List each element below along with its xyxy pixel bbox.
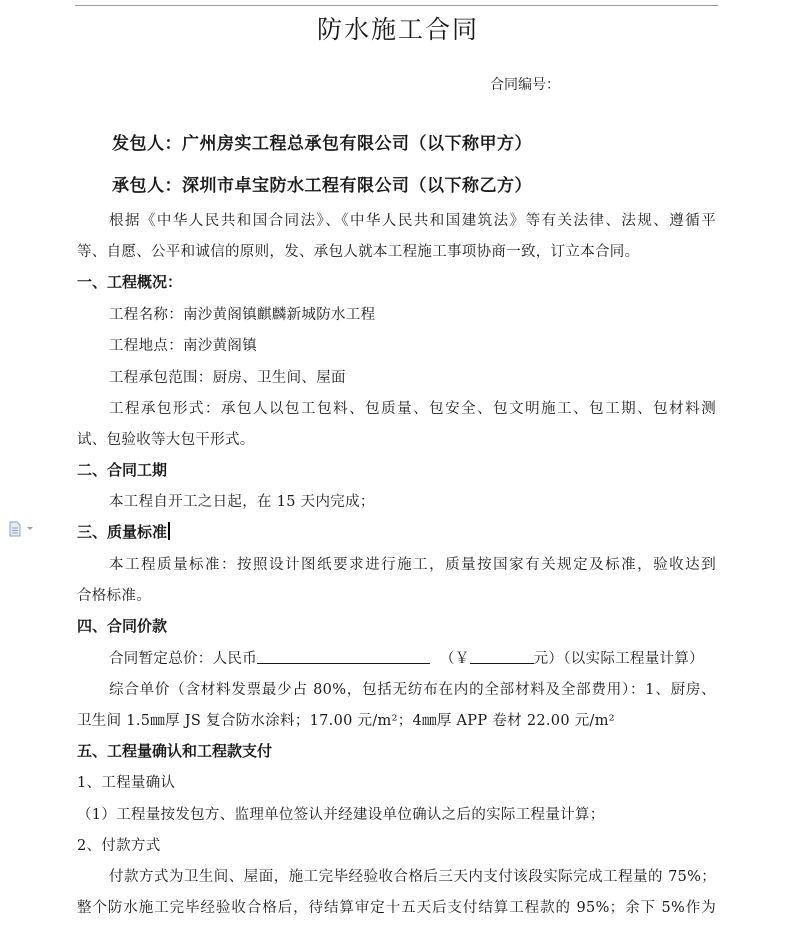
page-top-rule <box>75 5 718 6</box>
contract-form-line-1: 工程承包形式：承包人以包工包料、包质量、包安全、包文明施工、包工期、包材料测 <box>109 401 716 417</box>
subsection-1-item: （1）工程量按发包方、监理单位签认并经建设单位确认之后的实际工程量计算； <box>77 807 605 823</box>
subsection-2: 2、付款方式 <box>77 838 161 854</box>
party-a: 发包人：广州房实工程总承包有限公司（以下称甲方） <box>112 134 532 154</box>
payment-line-2: 整个防水施工完毕经验收合格后，待结算审定十五天后支付结算工程款的 95%；余下 5%作为 <box>77 900 716 916</box>
document-icon[interactable] <box>8 521 38 537</box>
page-title: 防水施工合同 <box>316 15 479 44</box>
price-rmb-blank[interactable] <box>257 649 430 664</box>
text-cursor <box>168 522 170 540</box>
contract-form-line-2: 试、包验收等大包干形式。 <box>77 432 255 448</box>
subsection-1: 1、工程量确认 <box>77 775 176 791</box>
section-4-heading: 四、合同价款 <box>77 617 168 635</box>
project-location: 工程地点：南沙黄阁镇 <box>109 338 257 354</box>
contract-number-label: 合同编号： <box>490 77 560 93</box>
payment-line-1: 付款方式为卫生间、屋面，施工完毕经验收合格后三天内支付该段实际完成工程量的 75%； <box>109 869 716 885</box>
project-name: 工程名称：南沙黄阁镇麒麟新城防水工程 <box>109 307 376 323</box>
quality-standard-line-1: 本工程质量标准：按照设计图纸要求进行施工，质量按国家有关规定及标准，验收达到 <box>109 557 716 573</box>
contract-duration: 本工程自开工之日起，在 15 天内完成； <box>109 494 375 510</box>
section-5-heading: 五、工程量确认和工程款支付 <box>77 742 273 760</box>
party-b: 承包人：深圳市卓宝防水工程有限公司（以下称乙方） <box>112 176 532 196</box>
page-cutoff <box>0 928 796 938</box>
contract-scope: 工程承包范围：厨房、卫生间、屋面 <box>109 370 346 386</box>
unit-price-line-2: 卫生间 1.5㎜厚 JS 复合防水涂料；17.00 元/m²；4㎜厚 APP 卷材 22.00 元/m² <box>77 713 615 729</box>
dropdown-arrow-icon <box>27 527 33 530</box>
quality-standard-line-2: 合格标准。 <box>77 588 151 604</box>
total-price-line: 合同暂定总价：人民币 （￥ 元）（以实际工程量计算） <box>109 651 704 667</box>
section-3-heading: 三、质量标准 <box>77 521 170 542</box>
preamble-line-2: 等、自愿、公平和诚信的原则，发、承包人就本工程施工事项协商一致，订立本合同。 <box>77 244 640 260</box>
section-2-heading: 二、合同工期 <box>77 461 168 479</box>
unit-price-line-1: 综合单价（含材料发票最少占 80%，包括无纺布在内的全部材料及全部费用）：1、厨房、 <box>109 682 716 698</box>
preamble-line-1: 根据《中华人民共和国合同法》、《中华人民共和国建筑法》等有关法律、法规、遵循平 <box>109 213 716 229</box>
section-1-heading: 一、工程概况： <box>77 273 183 291</box>
price-yuan-blank[interactable] <box>470 649 534 664</box>
